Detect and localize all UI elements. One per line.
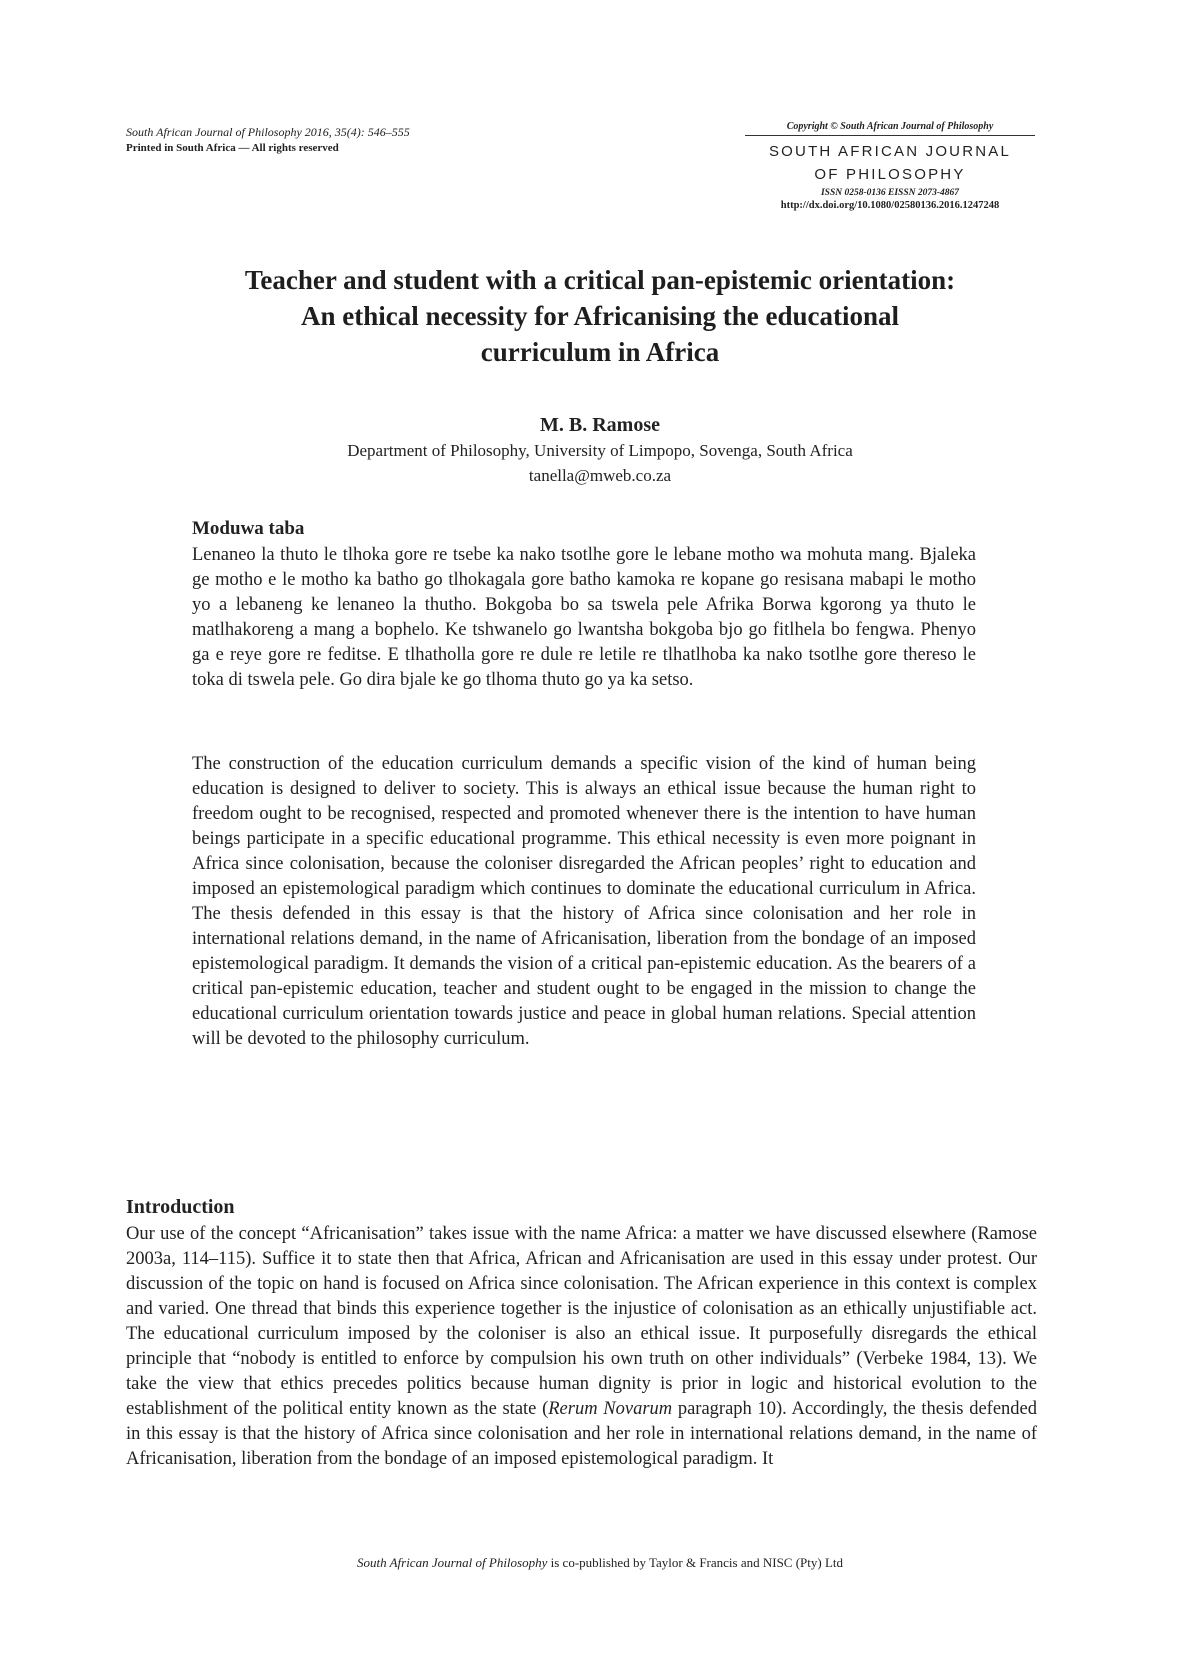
title-line2: An ethical necessity for Africanising the educational (301, 301, 899, 331)
title-line3: curriculum in Africa (480, 337, 720, 367)
page-footer (100, 1555, 1100, 1571)
introduction-paragraph (126, 1222, 1037, 1472)
setswana-abstract-text: Lenaneo la thuto le tlhoka gore re tsebe ka nako tsotlhe gore le lebane motho wa mohuta mang. Bjaleka ge motho e le motho ka batho go tlhokagala gore batho kamoka re kopane go resisana mabapi le motho yo a lebaneng ke lenaneo la thutho. Bokgoba bo sa tswela pele Afrika Borwa kgorong ya thuto le matlhakoreng a mang a bophelo. Ke tshwanelo go lwantsha bokgoba bjo go fitlhela bo fengwa. Phenyo ga e reye gore re feditse. E tlhatholla gore re dule re letile re tlhatlhoba ka nako tsotlhe gore thereso le toka di tswela pele. Go dira bjale ke go tlhoma thuto go ya ka setso. (192, 545, 976, 690)
journal-citation: South African Journal of Philosophy 2016, 35(4): 546–555 (126, 125, 410, 139)
journal-name-line2: OF PHILOSOPHY (814, 166, 966, 183)
footer-publisher: is co-published by Taylor & Francis and NISC (Pty) Ltd (547, 1555, 844, 1570)
article-title (100, 262, 1100, 370)
encyclical-reference: Rerum Novarum (548, 1399, 673, 1419)
author-name: M. B. Ramose (540, 414, 660, 436)
journal-name-line1: SOUTH AFRICAN JOURNAL (768, 143, 1012, 160)
intro-text-part2: paragraph 10). Accordingly, the thesis defended in this essay is that the history of Africa since colonisation and her role in international relations demand, in the name of Africanisation, liberation from the bondage of an imposed epistemological paradigm. It (126, 1399, 1037, 1469)
setswana-abstract-heading: Moduwa taba (192, 518, 305, 539)
journal-name (745, 140, 1035, 186)
author-affiliation-block (100, 438, 1100, 488)
english-abstract-text: The construction of the education curriculum demands a specific vision of the kind of human being education is designed to deliver to society. This is always an ethical issue because the human right to freedom ought to be recognised, respected and promoted whenever there is the intention to have human beings participate in a specific educational programme. This ethical necessity is even more poignant in Africa since colonisation, because the coloniser disregarded the African peoples’ right to education and imposed an epistemological paradigm which continues to dominate the educational curriculum in Africa. The thesis defended in this essay is that the history of Africa since colonisation and her role in international relations demand, in the name of Africanisation, liberation from the bondage of an imposed epistemological paradigm. It demands the vision of a critical pan-epistemic education. As the bearers of a critical pan-epistemic education, teacher and student ought to be engaged in the mission to change the educational curriculum orientation towards justice and peace in global human relations. Special attention will be devoted to the philosophy curriculum. (192, 754, 976, 1049)
author-email[interactable]: tanella@mweb.co.za (528, 466, 672, 485)
issn-line: ISSN 0258-0136 EISSN 2073-4867 (820, 188, 960, 198)
introduction-heading: Introduction (126, 1196, 235, 1218)
journal-masthead (745, 121, 1035, 211)
running-header-left (126, 124, 410, 156)
doi-link[interactable]: http://dx.doi.org/10.1080/02580136.2016.1247248 (780, 200, 1000, 211)
copyright-line: Copyright © South African Journal of Philosophy (745, 121, 1035, 136)
title-line1: Teacher and student with a critical pan-epistemic orientation: (244, 265, 956, 295)
footer-journal-name: South African Journal of Philosophy (356, 1555, 548, 1570)
printed-notice: Printed in South Africa — All rights reserved (126, 142, 339, 154)
author-affiliation: Department of Philosophy, University of Limpopo, Sovenga, South Africa (347, 441, 853, 460)
intro-text-part1: Our use of the concept “Africanisation” takes issue with the name Africa: a matter we have discussed elsewhere (Ramose 2003a, 114–115). Suffice it to state then that Africa, African and Africanisation are used in this essay under protest. Our discussion of the topic on hand is focused on Africa since colonisation. The African experience in this context is complex and varied. One thread that binds this experience together is the injustice of colonisation as an ethically unjustifiable act. The educational curriculum imposed by the coloniser is also an ethical issue. It purposefully disregards the ethical principle that “nobody is entitled to enforce by compulsion his own truth on other individuals” (Verbeke 1984, 13). We take the view that ethics precedes politics because human dignity is prior in logic and historical evolution to the establishment of the political entity known as the state ( (126, 1224, 1037, 1419)
